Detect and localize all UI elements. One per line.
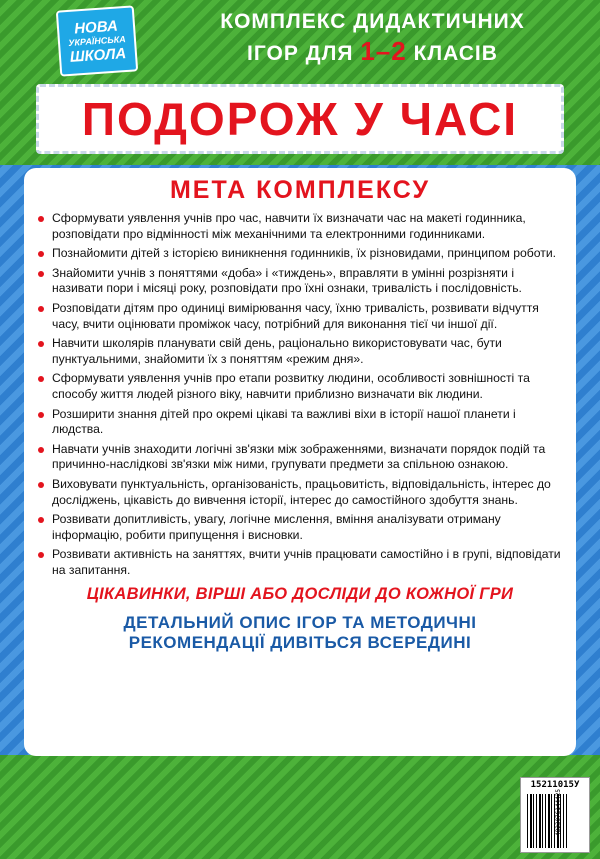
bullet-dot-icon <box>38 482 44 488</box>
goal-text: Знайомити учнів з поняттями «доба» і «тиждень», вправляти в умінні розрізняти і називати пори і місяці року, розповідати про їхні ознаки, тривалість і послідовність. <box>52 265 522 296</box>
bullet-dot-icon <box>38 412 44 418</box>
goal-item <box>38 266 562 297</box>
details-line-2: РЕКОМЕНДАЦІЇ ДИВІТЬСЯ ВСЕРЕДИНІ <box>128 633 472 653</box>
bullet-dot-icon <box>38 552 44 558</box>
nova-ukrainska-shkola-logo <box>56 5 138 76</box>
goal-item <box>38 407 562 438</box>
ean-number: 4823076144425 <box>555 789 562 836</box>
bottom-band <box>0 755 600 859</box>
logo-line-1: НОВА <box>73 17 119 38</box>
title-plate <box>36 84 564 154</box>
goal-item <box>38 547 562 578</box>
goals-list <box>38 211 562 578</box>
barcode <box>520 777 590 853</box>
goal-text: Познайомити дітей з історією виникнення годинників, їх різновидами, принципом роботи. <box>52 246 557 261</box>
goal-text: Розвивати активність на заняттях, вчити учнів працювати самостійно і в групі, відповідати на запитання. <box>52 547 561 577</box>
bullet-dot-icon <box>38 517 44 523</box>
goal-item <box>38 477 562 508</box>
goal-item <box>38 336 562 367</box>
details-note <box>38 613 562 653</box>
goal-text: Сформувати уявлення учнів про час, навчити їх визначати час на макеті годинника, розповідати про відмінності між механічними та електронними годинниками. <box>52 211 526 241</box>
series-line-2-start: ІГОР ДЛЯ <box>247 42 354 65</box>
goal-item <box>38 246 562 262</box>
goal-text: Розширити знання дітей про окремі цікаві та важливі віхи в історії нашої планети і людства. <box>52 406 516 437</box>
goal-text: Навчати учнів знаходити логічні зв'язки між зображеннями, визначати порядок подій та причинно-наслідкові зв'язки між ними, групувати предмети за спільною ознакою. <box>52 441 546 472</box>
goal-text: Розвивати допитливість, увагу, логічне мислення, вміння аналізувати отриману інформацію, робити припущення і висновки. <box>52 512 501 542</box>
details-line-1: ДЕТАЛЬНИЙ ОПИС ІГОР ТА МЕТОДИЧНІ <box>123 613 477 633</box>
series-line-2-end: КЛАСІВ <box>413 42 498 65</box>
goal-text: Виховувати пунктуальність, організованість, працьовитість, відповідальність, інтерес до досліджень, цікавість до вивчення історії, інтерес до самостійного здобуття знань. <box>52 476 551 507</box>
goals-heading: МЕТА КОМПЛЕКСУ <box>169 176 431 204</box>
bullet-dot-icon <box>38 306 44 312</box>
goal-item <box>38 371 562 402</box>
goal-text: Навчити школярів планувати свій день, раціонально використовувати час, бути пунктуальними, знайомити їх з поняттям «режим дня». <box>52 336 502 366</box>
bullet-dot-icon <box>38 271 44 277</box>
goal-text: Сформувати уявлення учнів про етапи розвитку людини, особливості зовнішності та способу життя людей різного віку, навчити приблизно визначати вік людини. <box>52 371 530 401</box>
logo-line-3: ШКОЛА <box>69 44 127 66</box>
goal-item <box>38 442 562 473</box>
series-line-2 <box>150 36 595 69</box>
bullet-dot-icon <box>38 447 44 453</box>
series-heading <box>150 8 595 69</box>
book-title: ПОДОРОЖ У ЧАСІ <box>81 93 519 145</box>
bullet-dot-icon <box>38 376 44 382</box>
bullet-dot-icon <box>38 341 44 347</box>
logo-line-2: УКРАЇНСЬКА <box>67 33 126 48</box>
goal-item <box>38 301 562 332</box>
bullet-dot-icon <box>38 216 44 222</box>
series-line-1: КОМПЛЕКС ДИДАКТИЧНИХ <box>220 10 525 33</box>
goal-item <box>38 512 562 543</box>
bullet-dot-icon <box>38 251 44 257</box>
content-card <box>24 168 576 756</box>
product-code: 15211015У <box>530 780 580 790</box>
goal-text: Розповідати дітям про одиниці вимірювання часу, їхню тривалість, розвивати відчуття часу, вчити оцінювати проміжок часу, потрібний для виконання тієї чи іншої дії. <box>52 300 539 331</box>
fun-line: ЦІКАВИНКИ, ВІРШІ АБО ДОСЛІДИ ДО КОЖНОЇ ГРИ <box>86 585 514 604</box>
grade-range: 1–2 <box>360 36 407 66</box>
goal-item <box>38 211 562 242</box>
